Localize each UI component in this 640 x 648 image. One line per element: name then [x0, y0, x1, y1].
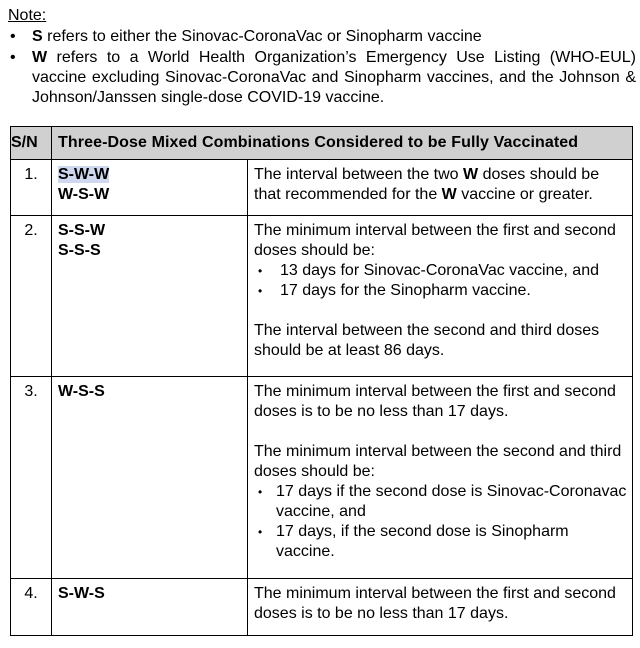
s-letter: S [32, 28, 43, 45]
bullet-icon: • [10, 28, 16, 45]
row-description [248, 377, 633, 579]
combo: W-S-S [58, 383, 105, 400]
description-text: The minimum interval between the second and third doses should be: [254, 443, 622, 480]
bullet-icon: • [258, 485, 263, 499]
combo: S-S-W [58, 222, 106, 239]
note-section [8, 6, 636, 108]
row-combos [52, 377, 248, 579]
header-combinations: Three-Dose Mixed Combinations Considered to be Fully Vaccinated [52, 127, 633, 160]
combo: W-S-W [58, 186, 110, 203]
row-sn: 2. [11, 216, 52, 377]
description-text: The interval between the second and third doses should be at least 86 days. [254, 322, 600, 359]
vaccination-combinations-table [10, 126, 633, 636]
description-text: The minimum interval between the first and second doses should be: [254, 222, 616, 259]
row-combos [52, 579, 248, 636]
w-definition: refers to a World Health Organization’s Emergency Use Listing (WHO-EUL) vaccine excluding Sinovac-CoronaVac and Sinopharm vaccines, and the Johnson & Johnson/Janssen single-dose COVID-19 vaccine. [32, 49, 636, 106]
row-description [248, 579, 633, 636]
combo: S-W-S [58, 585, 105, 602]
list-item: • 17 days if the second dose is Sinovac-Coronavac vaccine, and [258, 483, 627, 520]
table-row [11, 579, 633, 636]
row-sn: 3. [11, 377, 52, 579]
table-row [11, 216, 633, 377]
description-text: The minimum interval between the first and second doses is to be no less than 17 days. [254, 383, 616, 420]
table-header-row [11, 127, 633, 160]
combo: S-S-S [58, 242, 101, 259]
bullet-icon: • [10, 49, 16, 66]
table-row [11, 377, 633, 579]
row-combos [52, 216, 248, 377]
row-description [248, 216, 633, 377]
note-bullet-s [8, 27, 636, 47]
bullet-icon: • [258, 284, 263, 298]
row-description: The interval between the two W doses should be that recommended for the W vaccine or greater. [248, 160, 633, 216]
bullet-icon: • [258, 525, 263, 539]
header-sn: S/N [11, 127, 52, 160]
row-sn: 4. [11, 579, 52, 636]
combo-selected[interactable]: S-W-W [58, 166, 110, 183]
row-sn: 1. [11, 160, 52, 216]
s-definition: refers to either the Sinovac-CoronaVac or Sinopharm vaccine [42, 28, 482, 45]
list-item: • 17 days for the Sinopharm vaccine. [258, 282, 531, 299]
bullet-icon: • [258, 264, 263, 278]
row-combos [52, 160, 248, 216]
note-title: Note: [8, 7, 47, 24]
note-bullet-w [8, 48, 636, 108]
list-item: • 13 days for Sinovac-CoronaVac vaccine, and [258, 262, 599, 279]
list-item: • 17 days, if the second dose is Sinopharm vaccine. [258, 523, 569, 560]
description-text: The minimum interval between the first and second doses is to be no less than 17 days. [254, 585, 616, 622]
table-row [11, 160, 633, 216]
w-letter: W [32, 49, 48, 66]
